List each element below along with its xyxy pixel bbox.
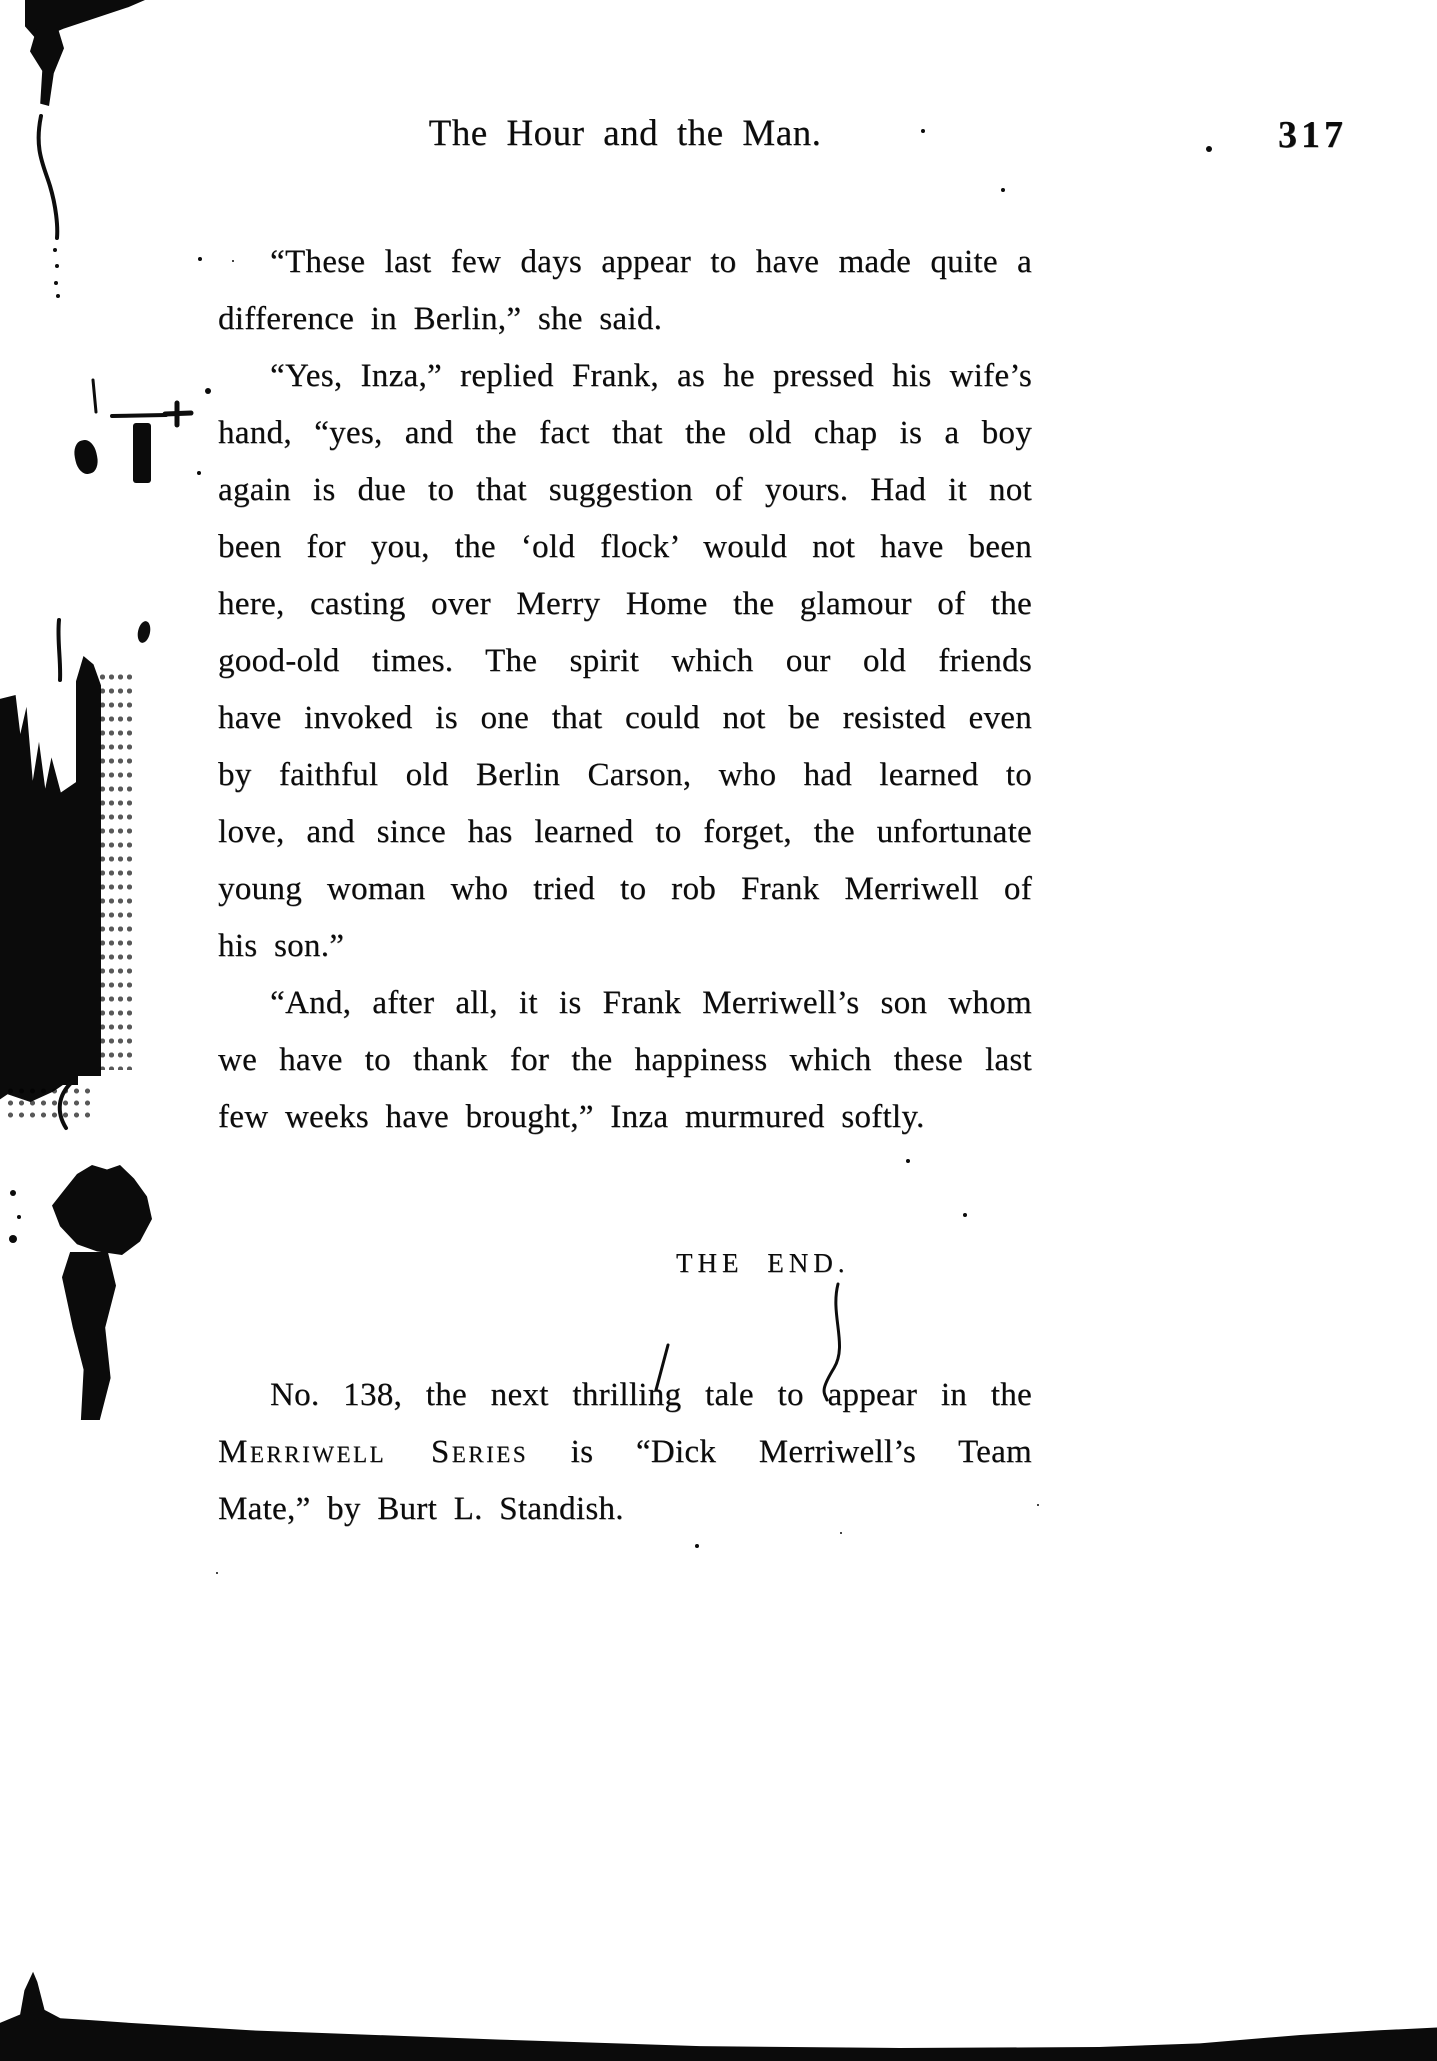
body-line: here, casting over Merry Home the glamour of the — [218, 586, 1032, 622]
body-line: few weeks have brought,” Inza murmured softly. — [218, 1099, 925, 1135]
ink-mark-blob — [72, 438, 101, 476]
announcement-line — [218, 1424, 1032, 1481]
body-line: “These last few days appear to have made quite a — [270, 244, 1032, 280]
the-end-label: THE END. — [676, 1248, 850, 1278]
ink-blot-drip — [30, 28, 64, 106]
body-line: “Yes, Inza,” replied Frank, as he pressed his wife’s — [270, 358, 1032, 394]
announcement-line-rest: is “Dick Merriwell’s Team — [528, 1434, 1032, 1470]
running-title: The Hour and the Man. — [428, 113, 822, 154]
body-line: good-old times. The spirit which our old friends — [218, 643, 1032, 679]
body-line: again is due to that suggestion of yours. Had it not — [218, 472, 1032, 508]
series-name: Merriwell Series — [218, 1434, 529, 1470]
ink-speckle — [98, 670, 132, 1070]
body-line: hand, “yes, and the fact that the old chap is a boy — [218, 415, 1032, 451]
body-line: by faithful old Berlin Carson, who had learned to — [218, 757, 1032, 793]
page-number: 317 — [1278, 114, 1347, 156]
ink-blot-lower-head — [52, 1165, 152, 1255]
body-line: love, and since has learned to forget, the unfortunate — [218, 814, 1032, 850]
announcement-line: No. 138, the next thrilling tale to appear in the — [270, 1377, 1032, 1413]
ink-blot-lower-stem — [62, 1252, 116, 1420]
ink-smear-main — [0, 695, 78, 1085]
body-line: his son.” — [218, 928, 345, 964]
body-line: been for you, the ‘old flock’ would not have been — [218, 529, 1032, 565]
ink-band-bottom-edge — [0, 1968, 1437, 2061]
next-issue-announcement — [218, 1367, 1032, 1538]
body-line: difference in Berlin,” she said. — [218, 301, 663, 337]
ink-mark-bar — [133, 423, 151, 483]
body-line: “And, after all, it is Frank Merriwell’s son whom — [270, 985, 1032, 1021]
body-line: young woman who tried to rob Frank Merriwell of — [218, 871, 1032, 907]
ink-specks — [10, 1190, 16, 1196]
body-line: have invoked is one that could not be resisted even — [218, 700, 1032, 736]
body-text — [218, 234, 1032, 1146]
ink-speckle — [5, 1085, 95, 1121]
body-line: we have to thank for the happiness which these last — [218, 1042, 1032, 1078]
announcement-line: Mate,” by Burt L. Standish. — [218, 1491, 624, 1527]
